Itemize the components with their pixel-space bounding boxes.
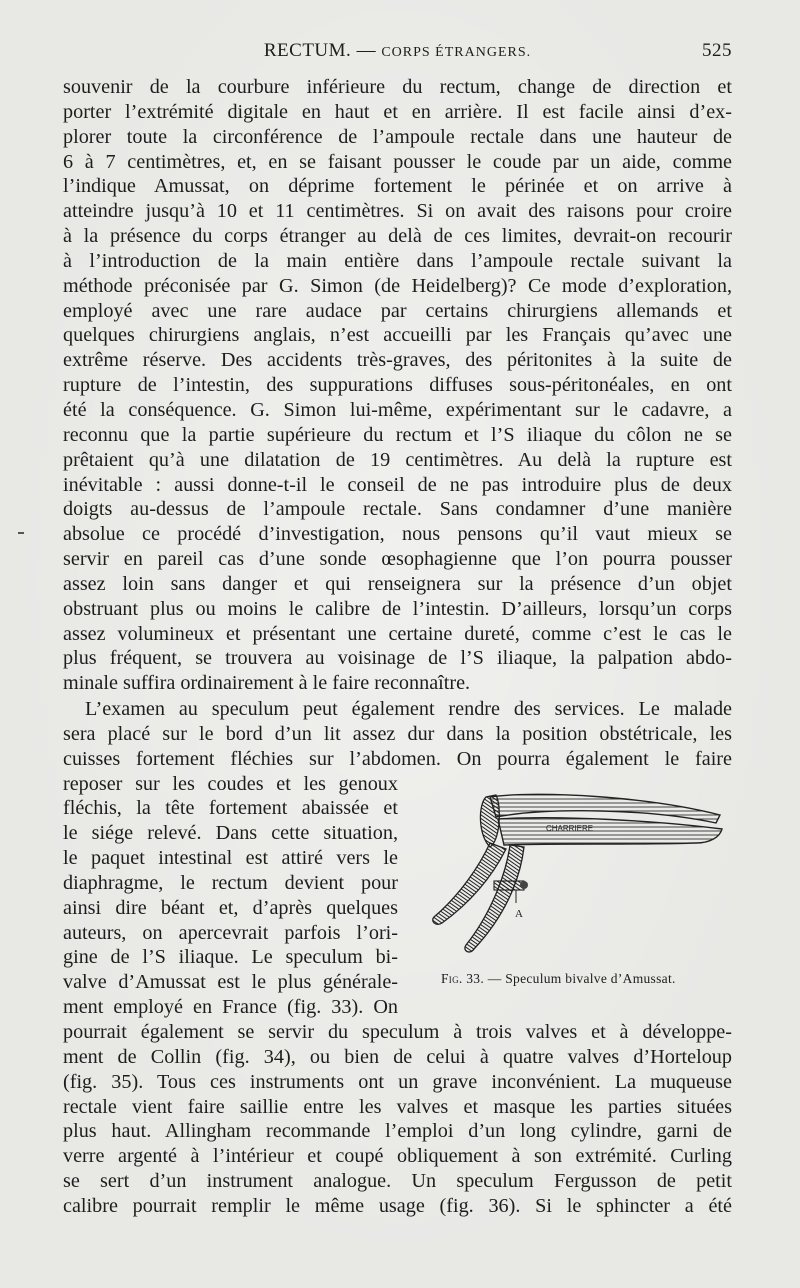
paragraph-2-full-width <box>63 697 732 772</box>
text-line: fléchis, la tête fortement abaissée et <box>63 797 398 820</box>
text-line: obstruant plus ou moins le calibre de l’intestin. D’ailleurs, lorsqu’un corps <box>63 597 732 620</box>
text-line: diaphragme, le rectum devient pour <box>63 871 398 894</box>
caption-separator: — <box>487 971 502 986</box>
text-line: atteindre jusqu’à 10 et 11 centimètres. Si on avait des raisons pour croire <box>63 200 732 223</box>
text-line: auteurs, on apercevrait parfois l’ori- <box>63 921 398 944</box>
paragraph-1 <box>63 75 732 696</box>
header-title-sub: CORPS ÉTRANGERS. <box>381 45 532 60</box>
text-line: doigts au-dessus de l’ampoule rectale. Sans condamner d’une manière <box>63 498 732 521</box>
text-line: pourrait également se servir du speculum à trois valves et à développe- <box>63 1021 732 1043</box>
caption-text: Speculum bivalve d’Amussat. <box>505 971 676 986</box>
text-line: verre argenté à l’intérieur et coupé obliquement à son extrémité. Curling <box>63 1145 732 1168</box>
text-line: absolue ce procédé d’investigation, nous pensons qu’il vaut mieux se <box>63 523 732 546</box>
text-line: rectale vient faire saillie entre les valves et masque les parties situées <box>63 1095 732 1118</box>
text-line: quelques chirurgiens anglais, n’est accueilli par les Français qu’avec une <box>63 324 732 347</box>
text-line: plorer toute la circonférence de l’ampoule rectale dans une hauteur de <box>63 125 732 148</box>
text-line: inévitable : aussi donne-t-il le conseil de ne pas introduire plus de deux <box>63 473 732 496</box>
text-line: rupture de l’intestin, des suppurations diffuses sous-péritonéales, en ont <box>63 374 732 397</box>
text-line: reposer sur les coudes et les genoux <box>63 772 398 795</box>
figure-label-a: A <box>515 908 523 920</box>
text-line: cuisses fortement fléchies sur l’abdomen. On pourra également le faire <box>63 747 732 770</box>
text-line: sera placé sur le bord d’un lit assez dur dans la position obstétricale, les <box>63 722 732 745</box>
text-line: souvenir de la courbure inférieure du rectum, change de direction et <box>63 76 732 98</box>
text-line: servir en pareil cas d’une sonde œsophagienne que l’on pourra pousser <box>63 548 732 571</box>
running-header <box>63 40 732 66</box>
header-title-separator: — <box>356 40 377 61</box>
text-line: ment de Collin (fig. 34), ou bien de celui à quatre valves d’Horteloup <box>63 1045 732 1068</box>
text-line: (fig. 35). Tous ces instruments ont un grave inconvénient. La muqueuse <box>63 1070 732 1093</box>
text-line: gine de l’S iliaque. Le speculum bi- <box>63 946 398 969</box>
text-line: ainsi dire béant et, d’après quelques <box>63 896 398 919</box>
text-line: porter l’extrémité digitale en haut et en arrière. Il est facile ainsi d’ex- <box>63 100 732 123</box>
text-line: calibre pourrait remplir le même usage (fig. 36). Si le sphincter a été <box>63 1194 732 1217</box>
text-line: à l’introduction de la main entière dans l’ampoule rectale suivant la <box>63 249 732 272</box>
text-line: reconnu que la partie supérieure du rectum et l’S iliaque du côlon ne se <box>63 423 732 446</box>
running-title <box>63 40 732 62</box>
text-line: assez volumineux et présentant une certaine dureté, comme c’est le cas le <box>63 622 732 645</box>
caption-figure-number: Fig. 33. <box>441 971 485 986</box>
engraved-maker-text: CHARRIERE <box>546 824 594 833</box>
text-line: à la présence du corps étranger au delà de ces limites, devrait-on recourir <box>63 225 732 248</box>
page-number: 525 <box>702 40 732 61</box>
text-line: L’examen au speculum peut également rendre des services. Le malade <box>85 698 732 720</box>
header-title-main: RECTUM. <box>263 40 352 61</box>
text-line: extrême réserve. Des accidents très-graves, des péritonites à la suite de <box>63 349 732 372</box>
text-line: plus fréquent, se trouvera au voisinage de l’S iliaque, la palpation abdo- <box>63 647 732 670</box>
text-line: été la conséquence. G. Simon lui-même, expérimentant sur le cadavre, a <box>63 398 732 421</box>
text-line: employé avec une rare audace par certains chirurgiens allemands et <box>63 299 732 322</box>
text-line: se sert d’un instrument analogue. Un speculum Fergusson de petit <box>63 1170 732 1193</box>
text-line: minale suffira ordinairement à le faire reconnaître. <box>63 672 471 695</box>
text-line: le paquet intestinal est attiré vers le <box>63 847 398 870</box>
text-line: méthode préconisée par G. Simon (de Heidelberg)? Ce mode d’exploration, <box>63 274 732 297</box>
text-line: assez loin sans danger et qui renseignera sur la présence d’un objet <box>63 572 732 595</box>
text-line: plus haut. Allingham recommande l’emploi d’un long cylindre, garni de <box>63 1120 732 1143</box>
text-line: ment employé en France (fig. 33). On <box>63 996 398 1019</box>
text-line: prêtaient qu’à une dilatation de 19 centimètres. Au delà la rupture est <box>63 448 732 471</box>
speculum-illustration <box>420 785 732 965</box>
text-line: 6 à 7 centimètres, et, en se faisant pousser le coude par un aide, comme <box>63 150 732 173</box>
text-line: l’indique Amussat, on déprime fortement le périnée et on arrive à <box>63 175 732 198</box>
figure-33-speculum <box>420 785 732 995</box>
figure-caption <box>441 971 741 987</box>
paragraph-2-continuation <box>63 1020 732 1219</box>
text-line: valve d’Amussat est le plus générale- <box>63 971 398 994</box>
paragraph-2-column <box>63 772 398 1020</box>
text-line: le siége relevé. Dans cette situation, <box>63 822 398 845</box>
margin-mark <box>18 532 24 534</box>
